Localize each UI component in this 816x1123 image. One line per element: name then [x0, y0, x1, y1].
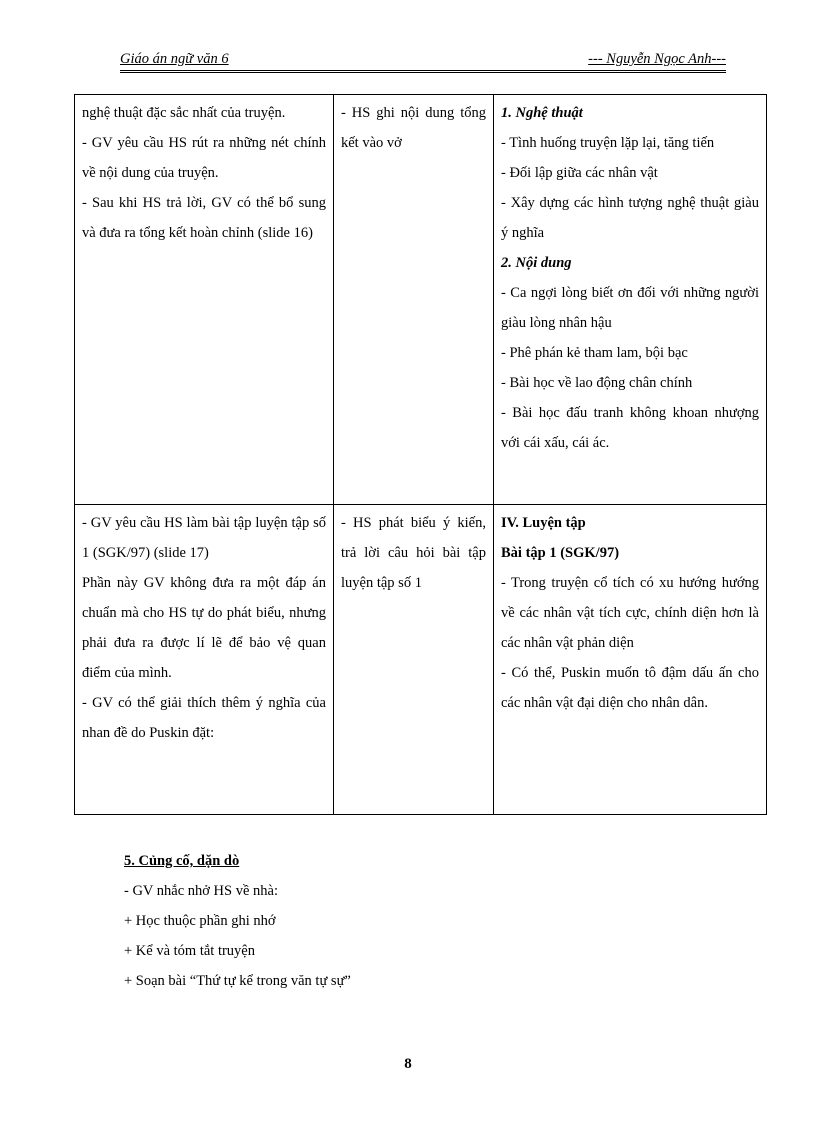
- cell-paragraph: - HS ghi nội dung tổng kết vào vở: [341, 105, 486, 151]
- page-header: [120, 50, 726, 73]
- cell-paragraph: - Xây dựng các hình tượng nghệ thuật giàu ý nghĩa: [501, 195, 759, 241]
- section-heading: Bài tập 1 (SGK/97): [501, 545, 620, 561]
- list-item: - GV nhắc nhở HS về nhà:: [124, 883, 278, 899]
- section-heading: 2. Nội dung: [501, 255, 572, 271]
- cell-paragraph: - Có thể, Puskin muốn tô đậm dấu ấn cho các nhân vật đại diện cho nhân dân.: [501, 665, 759, 711]
- lesson-table: [74, 94, 767, 815]
- cell-paragraph: - Phê phán kẻ tham lam, bội bạc: [501, 345, 688, 361]
- cell-paragraph: - Tình huống truyện lặp lại, tăng tiến: [501, 135, 715, 151]
- table-row: [75, 95, 767, 505]
- summary-section: [124, 846, 351, 996]
- student-activity-cell: [334, 505, 494, 815]
- cell-paragraph: - GV yêu cầu HS làm bài tập luyện tập số 1 (SGK/97) (slide 17): [82, 515, 326, 561]
- header-author: --- Nguyễn Ngọc Anh---: [588, 51, 726, 67]
- list-item: + Học thuộc phần ghi nhớ: [124, 913, 276, 929]
- cell-paragraph: - Sau khi HS trả lời, GV có thể bổ sung và đưa ra tổng kết hoàn chỉnh (slide 16): [82, 195, 326, 241]
- cell-paragraph: - Đối lập giữa các nhân vật: [501, 165, 658, 181]
- cell-paragraph: - HS phát biểu ý kiến, trả lời câu hỏi bài tập luyện tập số 1: [341, 515, 486, 591]
- content-cell: [494, 95, 767, 505]
- content-cell: [494, 505, 767, 815]
- list-item: + Soạn bài “Thứ tự kể trong văn tự sự”: [124, 973, 351, 989]
- teacher-activity-cell: [75, 95, 334, 505]
- list-item: + Kể và tóm tắt truyện: [124, 943, 255, 959]
- section-heading: 1. Nghệ thuật: [501, 105, 583, 121]
- cell-paragraph: nghệ thuật đặc sắc nhất của truyện.: [82, 105, 286, 121]
- cell-paragraph: - GV có thể giải thích thêm ý nghĩa của nhan đề do Puskin đặt:: [82, 695, 326, 741]
- cell-paragraph: - Bài học về lao động chân chính: [501, 375, 693, 391]
- teacher-activity-cell: [75, 505, 334, 815]
- section-heading: IV. Luyện tập: [501, 515, 586, 531]
- student-activity-cell: [334, 95, 494, 505]
- cell-paragraph: - Trong truyện cổ tích có xu hướng hướng về các nhân vật tích cực, chính diện hơn là các nhân vật phản diện: [501, 575, 759, 651]
- table-row: [75, 505, 767, 815]
- cell-paragraph: Phần này GV không đưa ra một đáp án chuẩn mà cho HS tự do phát biểu, nhưng phải đưa ra được lí lẽ để bảo vệ quan điểm của mình.: [82, 575, 326, 681]
- cell-paragraph: - Bài học đấu tranh không khoan nhượng với cái xấu, cái ác.: [501, 405, 759, 451]
- page-number: 8: [404, 1056, 412, 1072]
- header-doc-title: Giáo án ngữ văn 6: [120, 51, 229, 67]
- section-title: 5. Củng cố, dặn dò: [124, 853, 240, 869]
- cell-paragraph: - Ca ngợi lòng biết ơn đối với những người giàu lòng nhân hậu: [501, 285, 759, 331]
- cell-paragraph: - GV yêu cầu HS rút ra những nét chính về nội dung của truyện.: [82, 135, 326, 181]
